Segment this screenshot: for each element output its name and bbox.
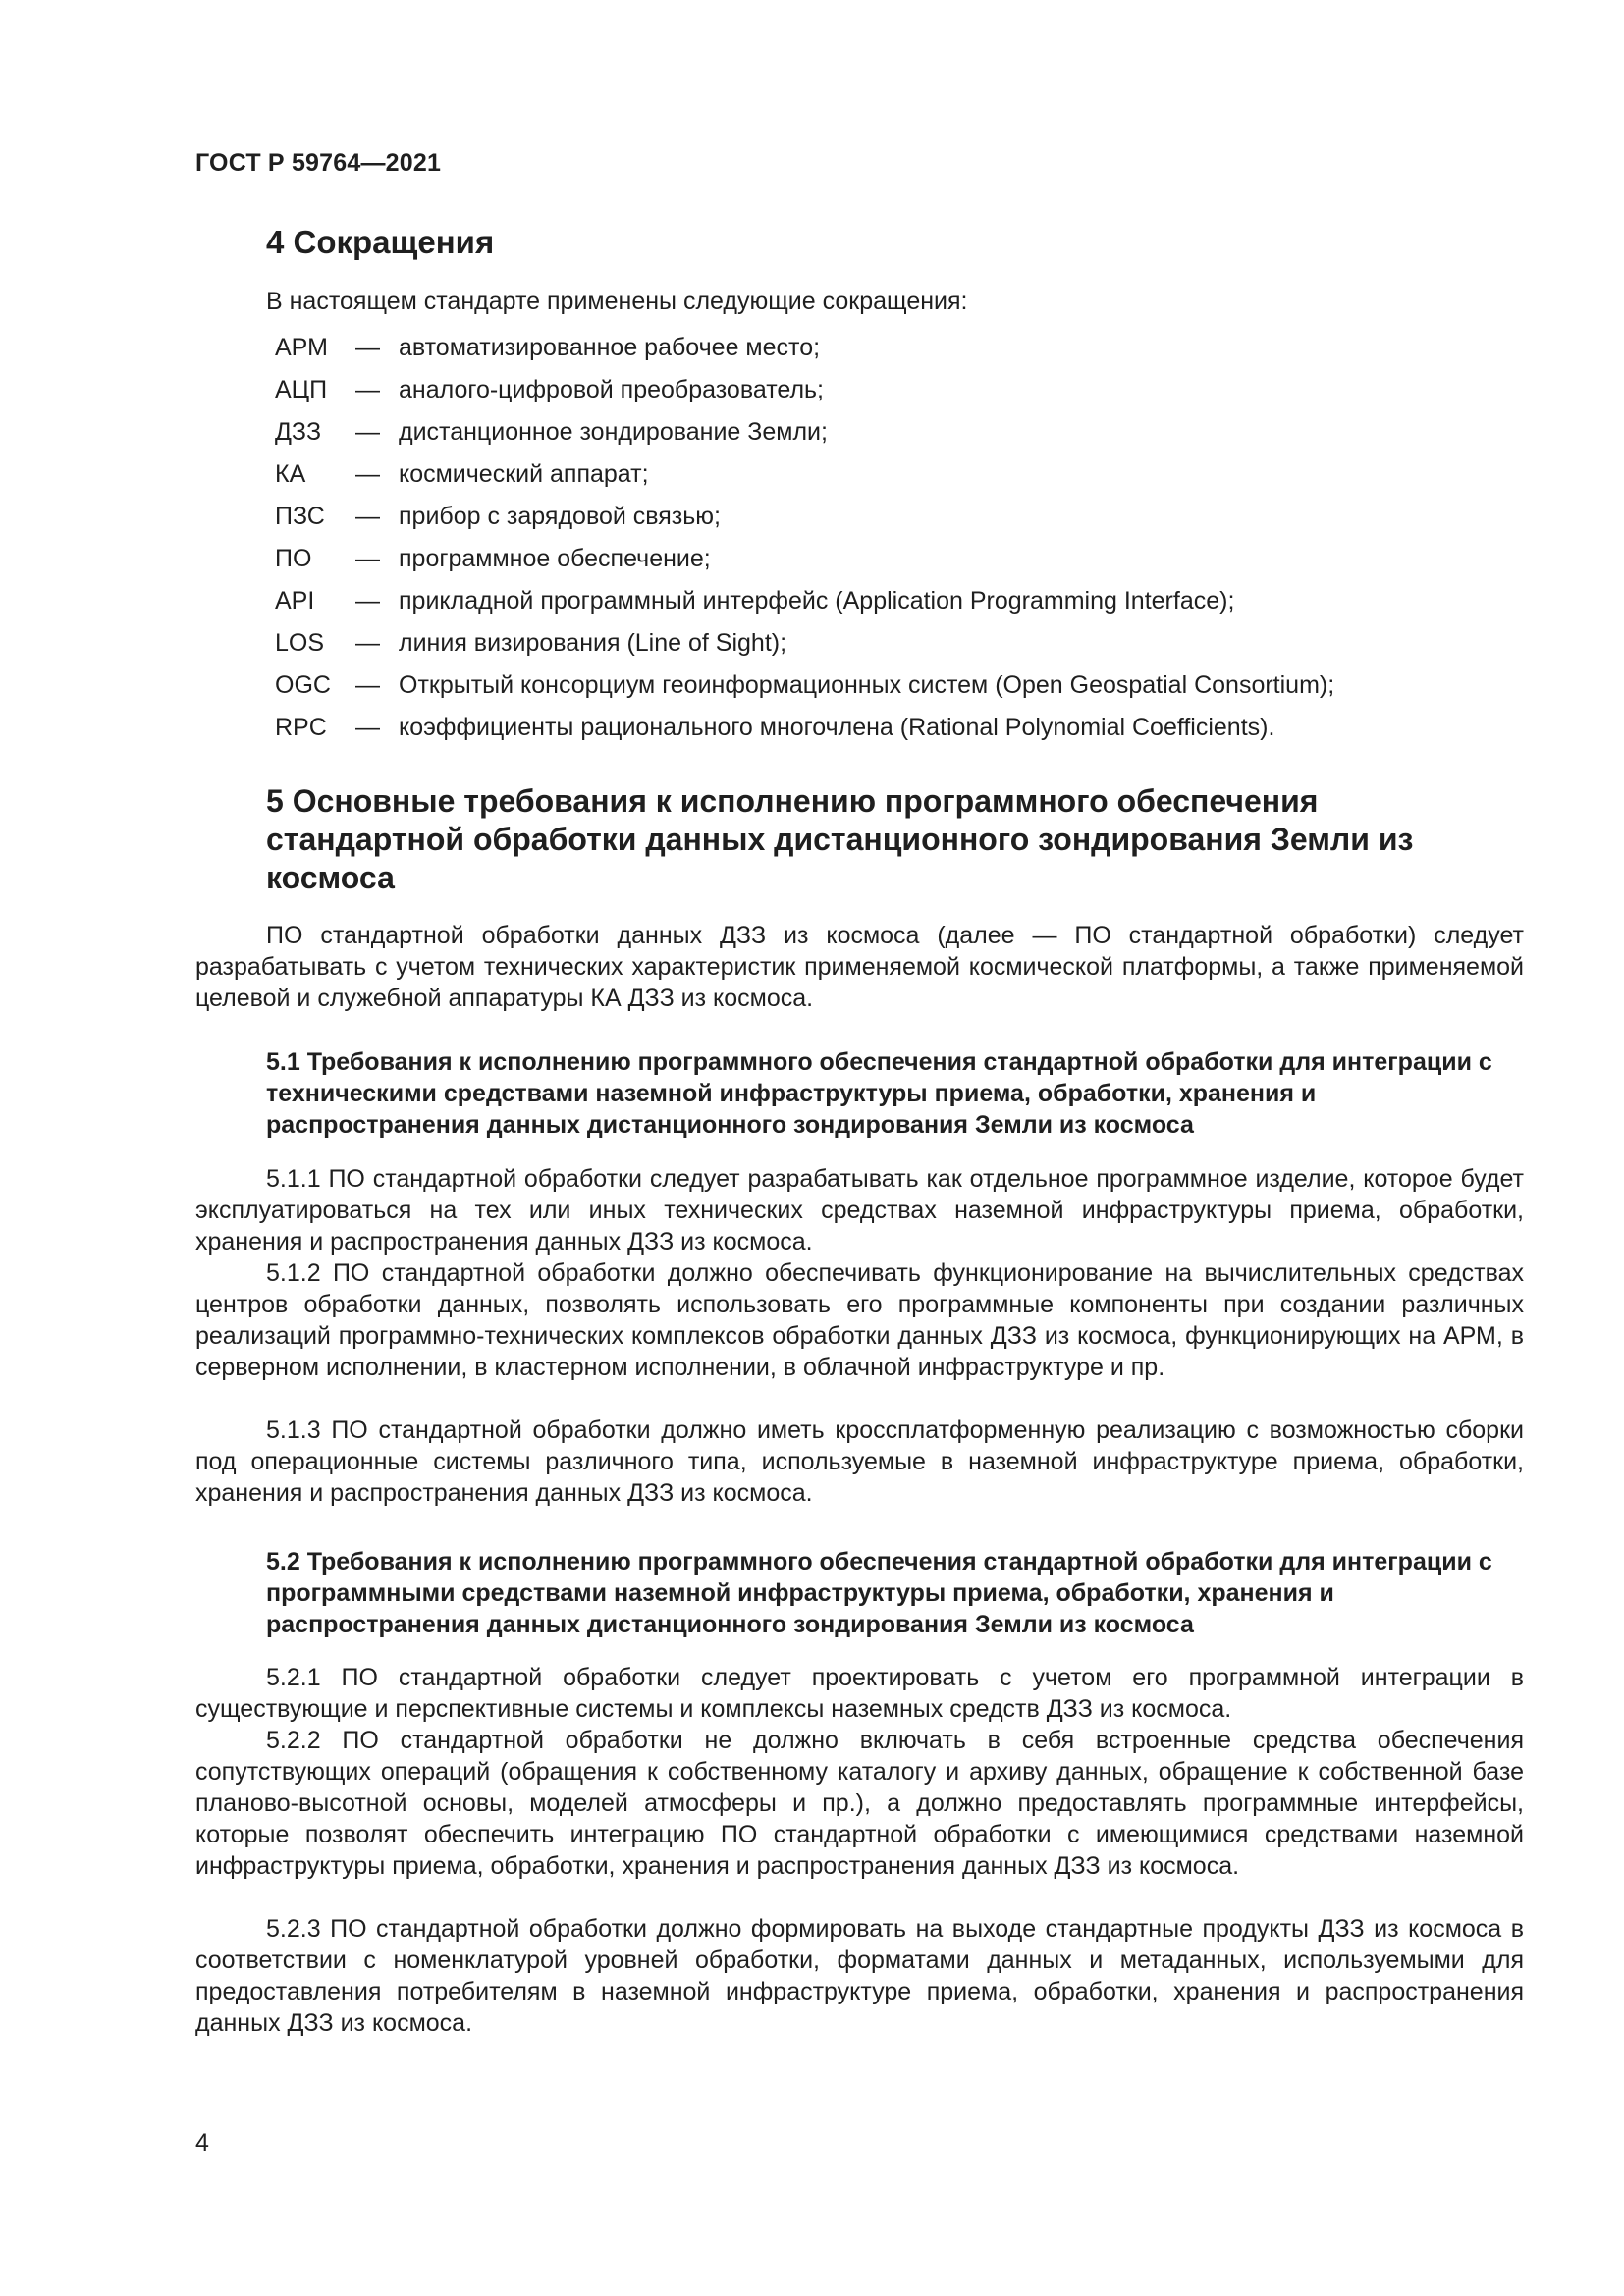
abbreviation-term: АЦП — [275, 376, 328, 403]
abbreviation-definition: аналого-цифровой преобразователь; — [399, 376, 824, 403]
abbreviation-list — [275, 327, 1551, 749]
abbreviation-row — [275, 580, 1551, 622]
subsection-5-1-title: 5.1 Требования к исполнению программного обеспечения стандартной обработки для интеграции с техническими средствами наземной инфраструктуры приема, обработки, хранения и распространения данных дистанционного зондирования Земли из космоса — [266, 1048, 1492, 1139]
abbreviation-term: ПО — [275, 545, 312, 572]
abbreviation-definition: Открытый консорциум геоинформационных систем (Open Geospatial Consortium); — [399, 671, 1335, 699]
abbreviation-row — [275, 622, 1551, 665]
abbreviation-term: ДЗЗ — [275, 418, 322, 446]
abbreviation-row — [275, 369, 1551, 411]
abbreviation-dash: — — [355, 587, 380, 614]
abbreviation-definition: прикладной программный интерфейс (Application Programming Interface); — [399, 587, 1235, 614]
paragraph-5-1-3: 5.1.3 ПО стандартной обработки должно иметь кроссплатформенную реализацию с возможностью сборки под операционные системы различного типа, используемые в наземной инфраструктуре приема, обработки, хранения и распространения данных ДЗЗ из космоса. — [195, 1416, 1524, 1507]
abbreviation-definition: прибор с зарядовой связью; — [399, 503, 721, 530]
abbreviation-term: LOS — [275, 629, 325, 657]
abbreviation-row — [275, 707, 1551, 749]
abbreviation-definition: космический аппарат; — [399, 460, 649, 488]
abbreviation-row — [275, 538, 1551, 580]
abbreviation-definition: линия визирования (Line of Sight); — [399, 629, 787, 657]
abbreviation-row — [275, 454, 1551, 496]
paragraph-5-1-2: 5.1.2 ПО стандартной обработки должно обеспечивать функционирование на вычислительных средствах центров обработки данных, позволять использовать его программные компоненты при создании различных реализаций программно-технических комплексов обработки данных ДЗЗ из космоса, функционирующих на АРМ, в серверном исполнении, в кластерном исполнении, в облачной инфраструктуре и пр. — [195, 1259, 1524, 1381]
abbreviation-row — [275, 665, 1551, 707]
paragraph-5-2-2: 5.2.2 ПО стандартной обработки не должно включать в себя встроенные средства обеспечения сопутствующих операций (обращения к собственному каталогу и архиву данных, обращение к собственной базе планово-высотной основы, моделей атмосферы и пр.), а должно предоставлять программные интерфейсы, которые позволят обеспечить интеграцию ПО стандартной обработки с имеющимися средствами наземной инфраструктуры приема, обработки, хранения и распространения данных ДЗЗ из космоса. — [195, 1727, 1524, 1880]
abbreviation-term: АРМ — [275, 334, 328, 361]
abbreviation-dash: — — [355, 418, 380, 446]
abbreviation-dash: — — [355, 671, 380, 699]
abbreviation-term: ПЗС — [275, 503, 325, 530]
section-5-intro: ПО стандартной обработки данных ДЗЗ из космоса (далее — ПО стандартной обработки) следует разрабатывать с учетом технических характеристик применяемой космической платформы, а также применяемой целевой и служебной аппаратуры КА ДЗЗ из космоса. — [195, 922, 1524, 1012]
paragraph-5-2-1: 5.2.1 ПО стандартной обработки следует проектировать с учетом его программной интеграции в существующие и перспективные системы и комплексы наземных средств ДЗЗ из космоса. — [195, 1664, 1524, 1723]
abbreviation-definition: дистанционное зондирование Земли; — [399, 418, 828, 446]
abbreviation-dash: — — [355, 503, 380, 530]
abbreviation-definition: коэффициенты рационального многочлена (Rational Polynomial Coefficients). — [399, 714, 1275, 741]
abbreviation-dash: — — [355, 629, 380, 657]
document-code: ГОСТ Р 59764—2021 — [195, 149, 442, 177]
abbreviation-definition: автоматизированное рабочее место; — [399, 334, 821, 361]
abbreviation-term: API — [275, 587, 315, 614]
abbreviation-row — [275, 327, 1551, 369]
abbreviation-dash: — — [355, 545, 380, 572]
section-4-intro: В настоящем стандарте применены следующие сокращения: — [266, 288, 968, 315]
abbreviation-definition: программное обеспечение; — [399, 545, 711, 572]
abbreviation-dash: — — [355, 460, 380, 488]
abbreviation-row — [275, 411, 1551, 454]
abbreviation-dash: — — [355, 714, 380, 741]
abbreviation-dash: — — [355, 376, 380, 403]
subsection-5-2-title: 5.2 Требования к исполнению программного обеспечения стандартной обработки для интеграции с программными средствами наземной инфраструктуры приема, обработки, хранения и распространения данных дистанционного зондирования Земли из космоса — [266, 1548, 1492, 1638]
paragraph-5-2-3: 5.2.3 ПО стандартной обработки должно формировать на выходе стандартные продукты ДЗЗ из космоса в соответствии с номенклатурой уровней обработки, форматами данных и метаданных, используемыми для предоставления потребителям в наземной инфраструктуре приема, обработки, хранения и распространения данных ДЗЗ из космоса. — [195, 1915, 1524, 2037]
section-5-title: 5 Основные требования к исполнению программного обеспечения стандартной обработки данных дистанционного зондирования Земли из космоса — [266, 783, 1414, 895]
abbreviation-row — [275, 496, 1551, 538]
paragraph-5-1-1: 5.1.1 ПО стандартной обработки следует разрабатывать как отдельное программное изделие, которое будет эксплуатироваться на тех или иных технических средствах наземной инфраструктуры приема, обработки, хранения и распространения данных ДЗЗ из космоса. — [195, 1165, 1524, 1255]
section-4-title: 4 Сокращения — [266, 224, 495, 260]
abbreviation-term: КА — [275, 460, 306, 488]
abbreviation-dash: — — [355, 334, 380, 361]
page-number: 4 — [195, 2129, 209, 2157]
abbreviation-term: RPC — [275, 714, 327, 741]
abbreviation-term: OGC — [275, 671, 331, 699]
